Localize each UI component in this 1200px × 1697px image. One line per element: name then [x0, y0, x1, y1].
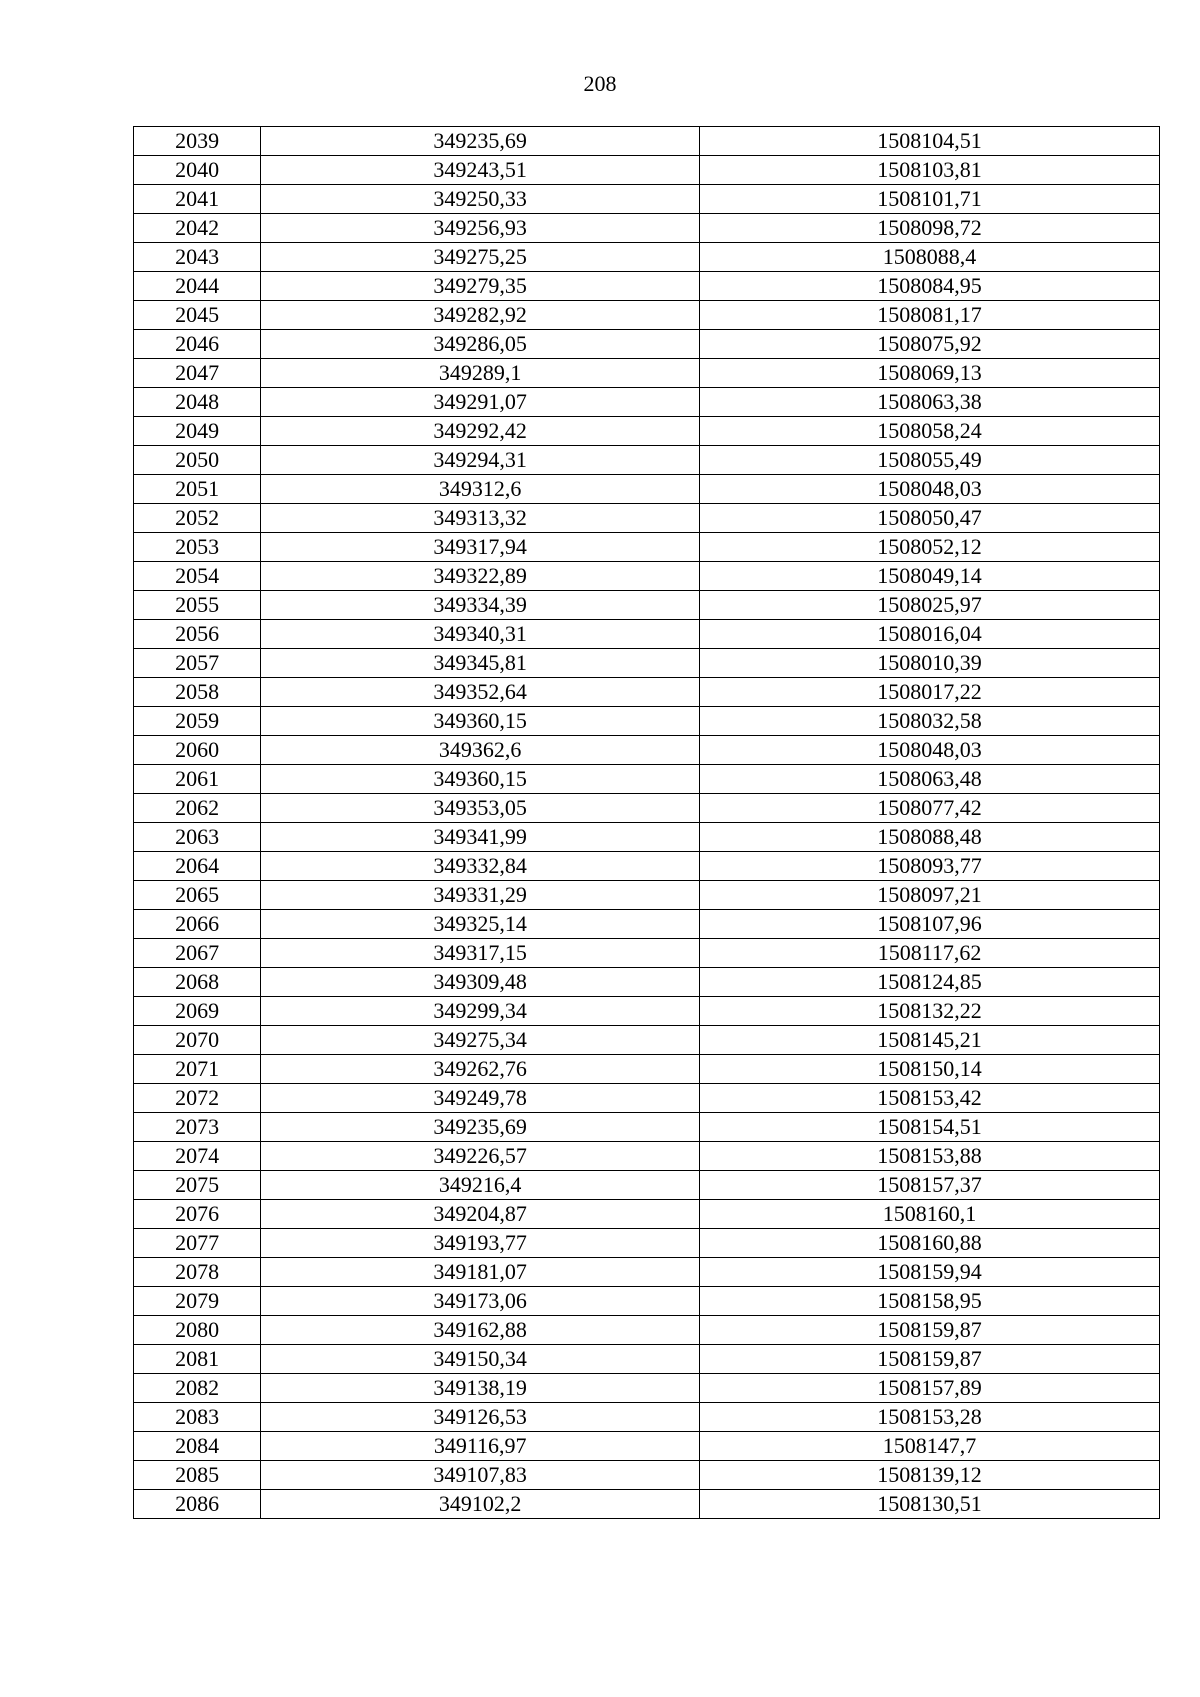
y-coordinate-cell: 1508084,95 — [700, 272, 1160, 301]
y-coordinate-cell: 1508153,88 — [700, 1142, 1160, 1171]
x-coordinate-cell: 349340,31 — [261, 620, 700, 649]
point-number-cell: 2044 — [134, 272, 261, 301]
x-coordinate-cell: 349193,77 — [261, 1229, 700, 1258]
y-coordinate-cell: 1508088,48 — [700, 823, 1160, 852]
point-number-cell: 2039 — [134, 127, 261, 156]
point-number-cell: 2061 — [134, 765, 261, 794]
point-number-cell: 2054 — [134, 562, 261, 591]
table-row — [134, 707, 1160, 736]
x-coordinate-cell: 349181,07 — [261, 1258, 700, 1287]
table-row — [134, 475, 1160, 504]
x-coordinate-cell: 349126,53 — [261, 1403, 700, 1432]
x-coordinate-cell: 349262,76 — [261, 1055, 700, 1084]
x-coordinate-cell: 349216,4 — [261, 1171, 700, 1200]
x-coordinate-cell: 349150,34 — [261, 1345, 700, 1374]
table-row — [134, 1200, 1160, 1229]
table-row — [134, 910, 1160, 939]
x-coordinate-cell: 349309,48 — [261, 968, 700, 997]
point-number-cell: 2074 — [134, 1142, 261, 1171]
point-number-cell: 2058 — [134, 678, 261, 707]
x-coordinate-cell: 349299,34 — [261, 997, 700, 1026]
x-coordinate-cell: 349352,64 — [261, 678, 700, 707]
x-coordinate-cell: 349325,14 — [261, 910, 700, 939]
x-coordinate-cell: 349204,87 — [261, 1200, 700, 1229]
table-row — [134, 881, 1160, 910]
y-coordinate-cell: 1508048,03 — [700, 736, 1160, 765]
table-row — [134, 591, 1160, 620]
x-coordinate-cell: 349345,81 — [261, 649, 700, 678]
y-coordinate-cell: 1508117,62 — [700, 939, 1160, 968]
y-coordinate-cell: 1508010,39 — [700, 649, 1160, 678]
table-row — [134, 649, 1160, 678]
y-coordinate-cell: 1508150,14 — [700, 1055, 1160, 1084]
y-coordinate-cell: 1508159,87 — [700, 1316, 1160, 1345]
table-row — [134, 1461, 1160, 1490]
x-coordinate-cell: 349332,84 — [261, 852, 700, 881]
x-coordinate-cell: 349331,29 — [261, 881, 700, 910]
point-number-cell: 2086 — [134, 1490, 261, 1519]
y-coordinate-cell: 1508160,88 — [700, 1229, 1160, 1258]
x-coordinate-cell: 349116,97 — [261, 1432, 700, 1461]
point-number-cell: 2068 — [134, 968, 261, 997]
point-number-cell: 2085 — [134, 1461, 261, 1490]
point-number-cell: 2062 — [134, 794, 261, 823]
table-row — [134, 736, 1160, 765]
x-coordinate-cell: 349291,07 — [261, 388, 700, 417]
x-coordinate-cell: 349107,83 — [261, 1461, 700, 1490]
point-number-cell: 2082 — [134, 1374, 261, 1403]
table-row — [134, 823, 1160, 852]
point-number-cell: 2051 — [134, 475, 261, 504]
point-number-cell: 2084 — [134, 1432, 261, 1461]
x-coordinate-cell: 349286,05 — [261, 330, 700, 359]
y-coordinate-cell: 1508132,22 — [700, 997, 1160, 1026]
table-row — [134, 1171, 1160, 1200]
x-coordinate-cell: 349322,89 — [261, 562, 700, 591]
table-row — [134, 1229, 1160, 1258]
x-coordinate-cell: 349226,57 — [261, 1142, 700, 1171]
x-coordinate-cell: 349289,1 — [261, 359, 700, 388]
point-number-cell: 2052 — [134, 504, 261, 533]
x-coordinate-cell: 349173,06 — [261, 1287, 700, 1316]
x-coordinate-cell: 349279,35 — [261, 272, 700, 301]
coordinates-table — [133, 126, 1160, 1519]
table-row — [134, 620, 1160, 649]
point-number-cell: 2042 — [134, 214, 261, 243]
point-number-cell: 2083 — [134, 1403, 261, 1432]
x-coordinate-cell: 349292,42 — [261, 417, 700, 446]
table-row — [134, 243, 1160, 272]
y-coordinate-cell: 1508058,24 — [700, 417, 1160, 446]
y-coordinate-cell: 1508104,51 — [700, 127, 1160, 156]
y-coordinate-cell: 1508159,94 — [700, 1258, 1160, 1287]
point-number-cell: 2080 — [134, 1316, 261, 1345]
y-coordinate-cell: 1508107,96 — [700, 910, 1160, 939]
x-coordinate-cell: 349162,88 — [261, 1316, 700, 1345]
table-row — [134, 1258, 1160, 1287]
point-number-cell: 2053 — [134, 533, 261, 562]
point-number-cell: 2063 — [134, 823, 261, 852]
point-number-cell: 2078 — [134, 1258, 261, 1287]
point-number-cell: 2040 — [134, 156, 261, 185]
table-row — [134, 417, 1160, 446]
point-number-cell: 2046 — [134, 330, 261, 359]
x-coordinate-cell: 349312,6 — [261, 475, 700, 504]
x-coordinate-cell: 349360,15 — [261, 765, 700, 794]
x-coordinate-cell: 349250,33 — [261, 185, 700, 214]
y-coordinate-cell: 1508145,21 — [700, 1026, 1160, 1055]
x-coordinate-cell: 349138,19 — [261, 1374, 700, 1403]
point-number-cell: 2059 — [134, 707, 261, 736]
table-row — [134, 359, 1160, 388]
page-number: 208 — [583, 71, 617, 96]
table-row — [134, 1113, 1160, 1142]
point-number-cell: 2077 — [134, 1229, 261, 1258]
y-coordinate-cell: 1508103,81 — [700, 156, 1160, 185]
table-row — [134, 1374, 1160, 1403]
y-coordinate-cell: 1508139,12 — [700, 1461, 1160, 1490]
x-coordinate-cell: 349235,69 — [261, 127, 700, 156]
y-coordinate-cell: 1508050,47 — [700, 504, 1160, 533]
x-coordinate-cell: 349360,15 — [261, 707, 700, 736]
table-row — [134, 156, 1160, 185]
table-row — [134, 446, 1160, 475]
point-number-cell: 2070 — [134, 1026, 261, 1055]
y-coordinate-cell: 1508049,14 — [700, 562, 1160, 591]
point-number-cell: 2057 — [134, 649, 261, 678]
table-row — [134, 968, 1160, 997]
point-number-cell: 2066 — [134, 910, 261, 939]
y-coordinate-cell: 1508154,51 — [700, 1113, 1160, 1142]
x-coordinate-cell: 349341,99 — [261, 823, 700, 852]
x-coordinate-cell: 349102,2 — [261, 1490, 700, 1519]
point-number-cell: 2056 — [134, 620, 261, 649]
point-number-cell: 2064 — [134, 852, 261, 881]
x-coordinate-cell: 349275,25 — [261, 243, 700, 272]
point-number-cell: 2076 — [134, 1200, 261, 1229]
x-coordinate-cell: 349353,05 — [261, 794, 700, 823]
table-row — [134, 214, 1160, 243]
y-coordinate-cell: 1508025,97 — [700, 591, 1160, 620]
point-number-cell: 2049 — [134, 417, 261, 446]
y-coordinate-cell: 1508077,42 — [700, 794, 1160, 823]
table-row — [134, 388, 1160, 417]
table-row — [134, 533, 1160, 562]
y-coordinate-cell: 1508153,28 — [700, 1403, 1160, 1432]
table-row — [134, 504, 1160, 533]
table-row — [134, 1055, 1160, 1084]
point-number-cell: 2075 — [134, 1171, 261, 1200]
x-coordinate-cell: 349235,69 — [261, 1113, 700, 1142]
y-coordinate-cell: 1508159,87 — [700, 1345, 1160, 1374]
point-number-cell: 2055 — [134, 591, 261, 620]
x-coordinate-cell: 349256,93 — [261, 214, 700, 243]
table-row — [134, 1345, 1160, 1374]
x-coordinate-cell: 349282,92 — [261, 301, 700, 330]
table-row — [134, 939, 1160, 968]
table-row — [134, 997, 1160, 1026]
point-number-cell: 2081 — [134, 1345, 261, 1374]
table-row — [134, 185, 1160, 214]
x-coordinate-cell: 349243,51 — [261, 156, 700, 185]
y-coordinate-cell: 1508069,13 — [700, 359, 1160, 388]
point-number-cell: 2045 — [134, 301, 261, 330]
y-coordinate-cell: 1508124,85 — [700, 968, 1160, 997]
x-coordinate-cell: 349313,32 — [261, 504, 700, 533]
point-number-cell: 2079 — [134, 1287, 261, 1316]
table-row — [134, 1142, 1160, 1171]
x-coordinate-cell: 349249,78 — [261, 1084, 700, 1113]
y-coordinate-cell: 1508081,17 — [700, 301, 1160, 330]
y-coordinate-cell: 1508153,42 — [700, 1084, 1160, 1113]
point-number-cell: 2048 — [134, 388, 261, 417]
y-coordinate-cell: 1508017,22 — [700, 678, 1160, 707]
table-row — [134, 852, 1160, 881]
y-coordinate-cell: 1508075,92 — [700, 330, 1160, 359]
y-coordinate-cell: 1508052,12 — [700, 533, 1160, 562]
point-number-cell: 2067 — [134, 939, 261, 968]
table-row — [134, 1084, 1160, 1113]
y-coordinate-cell: 1508160,1 — [700, 1200, 1160, 1229]
table-row — [134, 1403, 1160, 1432]
table-row — [134, 794, 1160, 823]
y-coordinate-cell: 1508063,38 — [700, 388, 1160, 417]
y-coordinate-cell: 1508093,77 — [700, 852, 1160, 881]
table-row — [134, 330, 1160, 359]
x-coordinate-cell: 349317,94 — [261, 533, 700, 562]
point-number-cell: 2071 — [134, 1055, 261, 1084]
y-coordinate-cell: 1508157,37 — [700, 1171, 1160, 1200]
x-coordinate-cell: 349294,31 — [261, 446, 700, 475]
table-row — [134, 1287, 1160, 1316]
table-row — [134, 765, 1160, 794]
table-row — [134, 272, 1160, 301]
x-coordinate-cell: 349317,15 — [261, 939, 700, 968]
y-coordinate-cell: 1508048,03 — [700, 475, 1160, 504]
y-coordinate-cell: 1508032,58 — [700, 707, 1160, 736]
table-body — [134, 127, 1160, 1519]
point-number-cell: 2050 — [134, 446, 261, 475]
y-coordinate-cell: 1508158,95 — [700, 1287, 1160, 1316]
point-number-cell: 2069 — [134, 997, 261, 1026]
table-row — [134, 562, 1160, 591]
point-number-cell: 2072 — [134, 1084, 261, 1113]
y-coordinate-cell: 1508097,21 — [700, 881, 1160, 910]
y-coordinate-cell: 1508101,71 — [700, 185, 1160, 214]
y-coordinate-cell: 1508055,49 — [700, 446, 1160, 475]
point-number-cell: 2065 — [134, 881, 261, 910]
table-row — [134, 678, 1160, 707]
table-row — [134, 1432, 1160, 1461]
table-row — [134, 1026, 1160, 1055]
table-row — [134, 127, 1160, 156]
table-row — [134, 1490, 1160, 1519]
table-row — [134, 301, 1160, 330]
y-coordinate-cell: 1508130,51 — [700, 1490, 1160, 1519]
y-coordinate-cell: 1508063,48 — [700, 765, 1160, 794]
y-coordinate-cell: 1508016,04 — [700, 620, 1160, 649]
y-coordinate-cell: 1508098,72 — [700, 214, 1160, 243]
point-number-cell: 2043 — [134, 243, 261, 272]
x-coordinate-cell: 349275,34 — [261, 1026, 700, 1055]
point-number-cell: 2060 — [134, 736, 261, 765]
table-row — [134, 1316, 1160, 1345]
y-coordinate-cell: 1508147,7 — [700, 1432, 1160, 1461]
y-coordinate-cell: 1508157,89 — [700, 1374, 1160, 1403]
y-coordinate-cell: 1508088,4 — [700, 243, 1160, 272]
point-number-cell: 2041 — [134, 185, 261, 214]
x-coordinate-cell: 349362,6 — [261, 736, 700, 765]
point-number-cell: 2047 — [134, 359, 261, 388]
point-number-cell: 2073 — [134, 1113, 261, 1142]
x-coordinate-cell: 349334,39 — [261, 591, 700, 620]
